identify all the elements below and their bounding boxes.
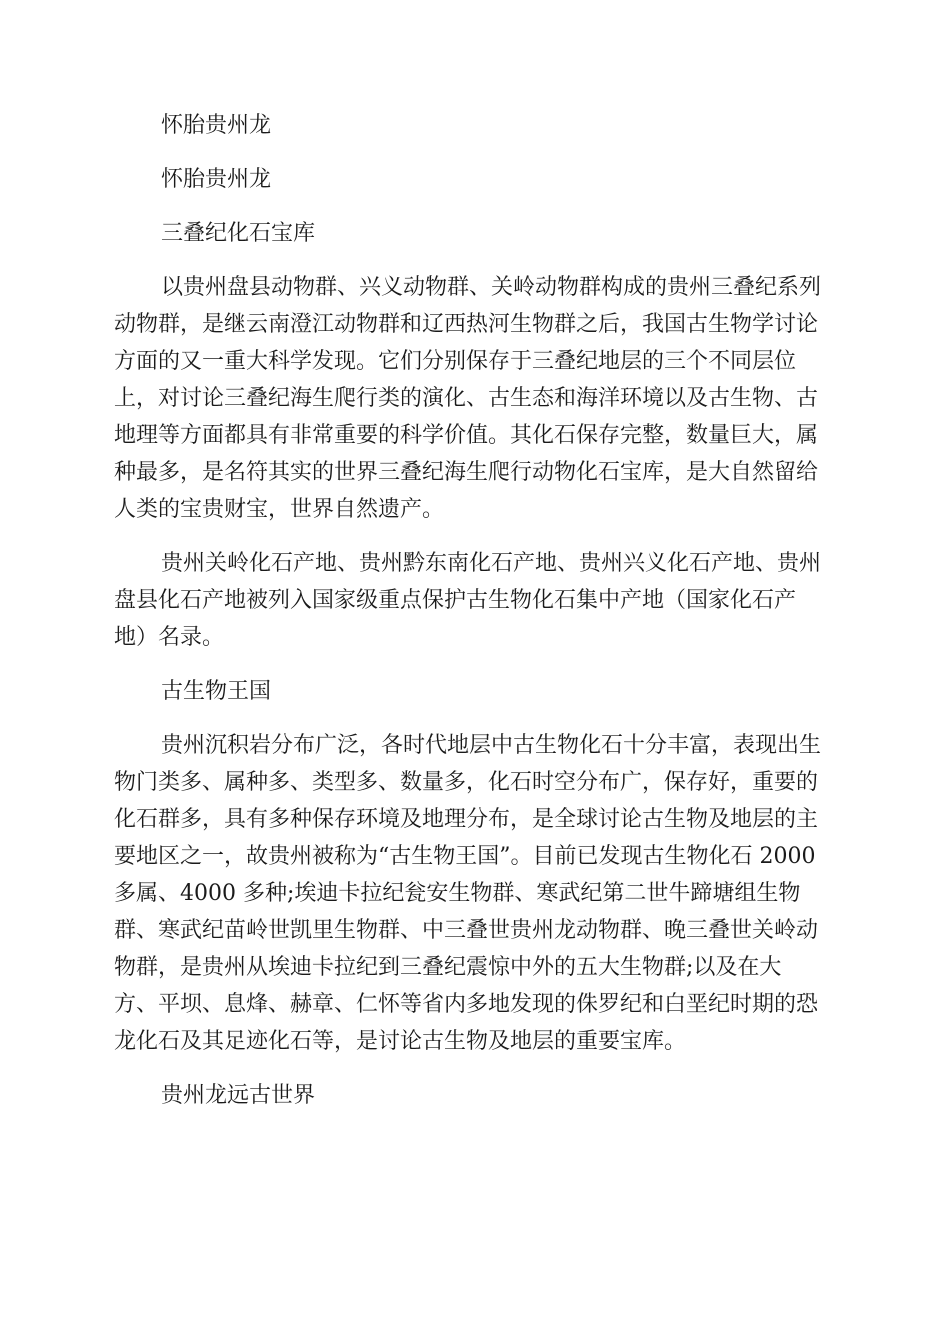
paragraph-line: 地）名录。 — [114, 625, 225, 650]
paragraph-line: 动物群，是继云南澄江动物群和辽西热河生物群之后，我国古生物学讨论 — [114, 312, 819, 337]
paragraph-line: 方、平坝、息烽、赫章、仁怀等省内多地发现的侏罗纪和白垩纪时期的恐 — [114, 992, 819, 1017]
paragraph-line: 方面的又一重大科学发现。它们分别保存于三叠纪地层的三个不同层位 — [114, 349, 797, 374]
paragraph-line: 贵州沉积岩分布广泛，各时代地层中古生物化石十分丰富，表现出生 — [161, 733, 822, 758]
paragraph-line: 种最多，是名符其实的世界三叠纪海生爬行动物化石宝库，是大自然留给 — [114, 460, 819, 485]
paragraph-paleontology-kingdom — [114, 727, 836, 1060]
paragraph-line: 地理等方面都具有非常重要的科学价值。其化石保存完整，数量巨大，属 — [114, 423, 819, 448]
paragraph-line: 物门类多、属种多、类型多、数量多，化石时空分布广，保存好，重要的 — [114, 770, 819, 795]
heading-triassic-fossil-treasury: 三叠纪化石宝库 — [161, 221, 316, 246]
paragraph-line: 人类的宝贵财宝，世界自然遗产。 — [114, 497, 445, 522]
heading-paleontology-kingdom: 古生物王国 — [161, 679, 272, 704]
paragraph-triassic-fauna — [114, 269, 836, 528]
paragraph-fossil-sites — [114, 545, 836, 656]
heading-pregnant-keichousaurus: 怀胎贵州龙 — [161, 113, 272, 138]
paragraph-line: 多属、4000 多种;埃迪卡拉纪瓮安生物群、寒武纪第二世牛蹄塘组生物 — [114, 881, 801, 906]
paragraph-line: 物群，是贵州从埃迪卡拉纪到三叠纪震惊中外的五大生物群;以及在大 — [114, 955, 782, 980]
document-page — [114, 107, 836, 1131]
paragraph-line: 龙化石及其足迹化石等，是讨论古生物及地层的重要宝库。 — [114, 1029, 687, 1054]
heading-keichousaurus-ancient-world: 贵州龙远古世界 — [161, 1083, 316, 1108]
paragraph-line: 化石群多，具有多种保存环境及地理分布，是全球讨论古生物及地层的主 — [114, 807, 819, 832]
paragraph-line: 要地区之一，故贵州被称为“古生物王国”。目前已发现古生物化石 2000 — [114, 844, 816, 869]
paragraph-line: 盘县化石产地被列入国家级重点保护古生物化石集中产地（国家化石产 — [114, 588, 797, 613]
paragraph-line: 上，对讨论三叠纪海生爬行类的演化、古生态和海洋环境以及古生物、古 — [114, 386, 819, 411]
heading-pregnant-keichousaurus-repeat: 怀胎贵州龙 — [161, 167, 272, 192]
paragraph-line: 贵州关岭化石产地、贵州黔东南化石产地、贵州兴义化石产地、贵州 — [161, 551, 822, 576]
paragraph-line: 群、寒武纪苗岭世凯里生物群、中三叠世贵州龙动物群、晚三叠世关岭动 — [114, 918, 819, 943]
paragraph-line: 以贵州盘县动物群、兴义动物群、关岭动物群构成的贵州三叠纪系列 — [161, 275, 822, 300]
